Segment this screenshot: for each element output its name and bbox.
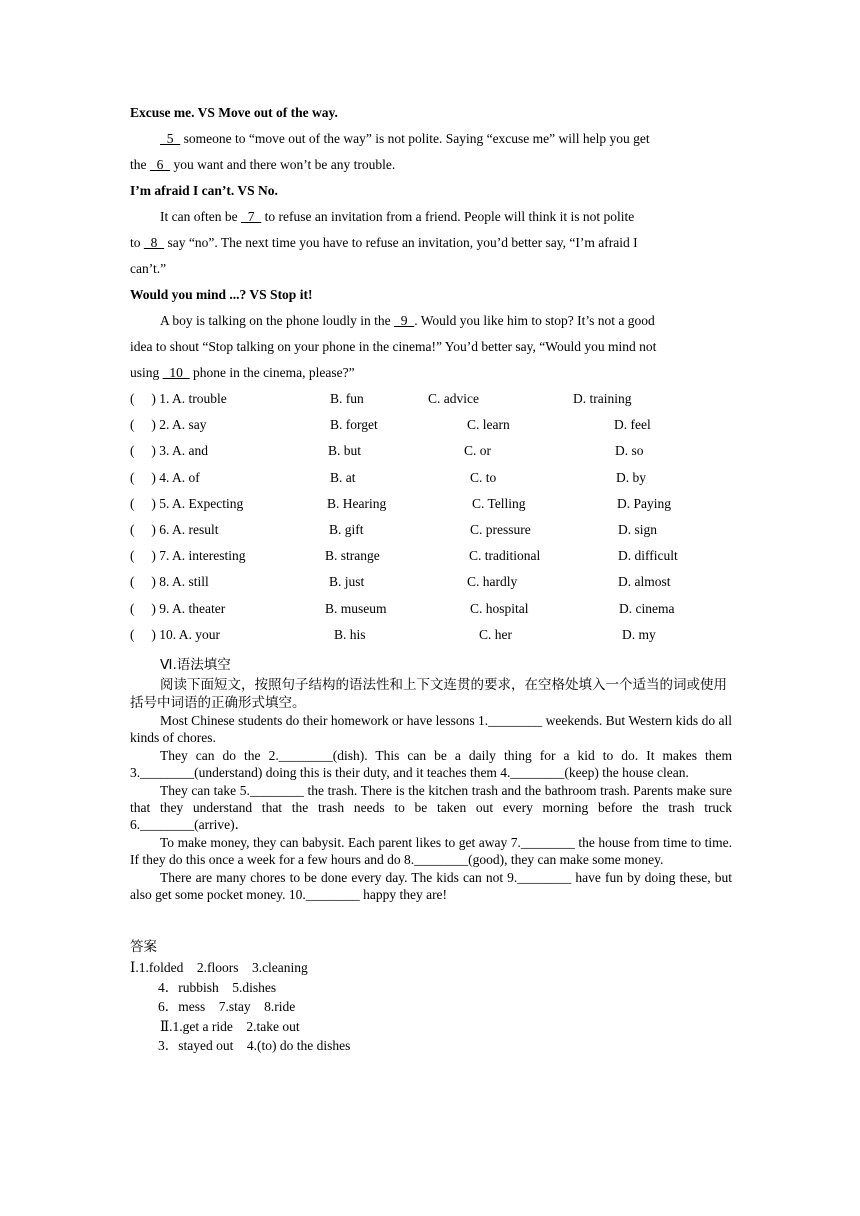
passage-line: idea to shout “Stop talking on your phone in the cinema!” You’d better say, “Would you mind not bbox=[130, 339, 657, 354]
option-row bbox=[130, 543, 732, 569]
passage-text: phone in the cinema, please?” bbox=[189, 365, 355, 380]
option-b: B. gift bbox=[329, 521, 364, 537]
option-d: D. sign bbox=[618, 521, 658, 537]
blank-9: 9 bbox=[393, 313, 415, 328]
grammar-section bbox=[130, 654, 732, 903]
option-a: ( ) 6. A. result bbox=[130, 521, 219, 537]
blank-6: 6 bbox=[149, 157, 171, 172]
option-b: B. museum bbox=[325, 600, 387, 616]
answer-line: 6．mess 7.stay 8.ride bbox=[158, 999, 296, 1015]
option-c: C. to bbox=[470, 469, 497, 485]
passage-text: someone to “move out of the way” is not polite. Saying “excuse me” will help you get bbox=[180, 131, 650, 146]
option-row bbox=[130, 412, 732, 438]
section-heading-excuse-me: Excuse me. VS Move out of the way. bbox=[130, 105, 338, 120]
passage-line bbox=[130, 152, 732, 178]
option-c: C. hardly bbox=[467, 574, 518, 590]
option-d: D. so bbox=[615, 443, 644, 459]
passage-line bbox=[130, 360, 732, 386]
answer-line: Ⅱ.1.get a ride 2.take out bbox=[160, 1018, 300, 1034]
option-b: B. just bbox=[329, 574, 365, 590]
option-d: D. by bbox=[616, 469, 646, 485]
grammar-paragraph: They can do the 2.________(dish). This can be a daily thing for a kid to do. It makes them 3.________(understand) doing this is their duty, and it teaches them 4.________(keep) the house clean. bbox=[130, 747, 732, 781]
grammar-instruction: 阅读下面短文，按照句子结构的语法性和上下文连贯的要求，在空格处填入一个适当的词或使用括号中词语的正确形式填空。 bbox=[130, 676, 727, 711]
answers-section bbox=[130, 937, 732, 1056]
option-b: B. strange bbox=[325, 548, 380, 564]
answers-title: 答案 bbox=[130, 939, 157, 956]
option-a: ( ) 8. A. still bbox=[130, 574, 209, 590]
passage-text: A boy is talking on the phone loudly in the bbox=[160, 313, 394, 328]
option-b: B. forget bbox=[330, 417, 378, 433]
passage-text: to refuse an invitation from a friend. People will think it is not polite bbox=[261, 209, 635, 224]
passage-text: . Would you like him to stop? It’s not a good bbox=[414, 313, 655, 328]
blank-8: 8 bbox=[143, 235, 165, 250]
option-a: ( ) 7. A. interesting bbox=[130, 548, 246, 564]
passage-line: can’t.” bbox=[130, 261, 167, 276]
option-b: B. fun bbox=[330, 391, 364, 406]
section-heading-afraid: I’m afraid I can’t. VS No. bbox=[130, 183, 278, 198]
option-d: D. Paying bbox=[617, 495, 671, 511]
grammar-paragraph: They can take 5.________ the trash. There is the kitchen trash and the bathroom trash. Parents make sure that they understand that the trash needs to be taken out every morning before the trash truck 6.________(arrive)． bbox=[130, 782, 732, 833]
option-d: D. difficult bbox=[618, 548, 678, 564]
passage-text: you want and there won’t be any trouble. bbox=[170, 157, 396, 172]
option-c: C. learn bbox=[467, 417, 510, 433]
answer-line: Ⅰ.1.folded 2.floors 3.cleaning bbox=[130, 960, 308, 976]
passage-text: say “no”. The next time you have to refuse an invitation, you’d better say, “I’m afraid I bbox=[164, 235, 638, 250]
option-d: D. training bbox=[573, 391, 632, 406]
option-c: C. Telling bbox=[472, 495, 526, 511]
option-a: ( ) 5. A. Expecting bbox=[130, 495, 244, 511]
options-list bbox=[130, 386, 732, 648]
option-row bbox=[130, 569, 732, 595]
section-heading-would-you-mind: Would you mind ...? VS Stop it! bbox=[130, 287, 313, 302]
passage-line bbox=[130, 308, 732, 334]
option-row bbox=[130, 438, 732, 464]
option-row bbox=[130, 596, 732, 622]
passage-line bbox=[130, 126, 732, 152]
option-a: ( ) 1. A. trouble bbox=[130, 391, 227, 406]
option-d: D. feel bbox=[614, 417, 651, 433]
answer-line: 4．rubbish 5.dishes bbox=[158, 979, 277, 995]
option-row bbox=[130, 465, 732, 491]
option-row bbox=[130, 622, 732, 648]
option-b: B. his bbox=[334, 626, 366, 642]
option-d: D. almost bbox=[618, 574, 671, 590]
option-a: ( ) 3. A. and bbox=[130, 443, 208, 459]
passage-text: the bbox=[130, 157, 150, 172]
blank-10: 10 bbox=[162, 365, 190, 380]
passage-line bbox=[130, 204, 732, 230]
option-a: ( ) 4. A. of bbox=[130, 469, 200, 485]
option-c: C. or bbox=[464, 443, 491, 459]
grammar-paragraph: To make money, they can babysit. Each parent likes to get away 7.________ the house from time to time. If they do this once a week for a few hours and do 8.________(good), they can make some money. bbox=[130, 834, 732, 868]
blank-7: 7 bbox=[240, 209, 262, 224]
option-b: B. but bbox=[328, 443, 362, 459]
option-b: B. Hearing bbox=[327, 495, 387, 511]
option-a: ( ) 2. A. say bbox=[130, 417, 207, 433]
blank-5: 5 bbox=[160, 131, 181, 146]
option-c: C. hospital bbox=[470, 600, 529, 616]
grammar-title: Ⅵ.语法填空 bbox=[160, 656, 231, 673]
option-c: C. traditional bbox=[469, 548, 541, 564]
option-row bbox=[130, 386, 732, 412]
option-a: ( ) 9. A. theater bbox=[130, 600, 226, 616]
option-c: C. advice bbox=[428, 391, 479, 406]
option-a: ( ) 10. A. your bbox=[130, 626, 220, 642]
option-row bbox=[130, 491, 732, 517]
passage-text: to bbox=[130, 235, 144, 250]
option-c: C. her bbox=[479, 626, 512, 642]
passage-text: It can often be bbox=[160, 209, 241, 224]
worksheet-page bbox=[130, 100, 732, 1056]
passage-line bbox=[130, 230, 732, 256]
grammar-paragraph: Most Chinese students do their homework or have lessons 1.________ weekends. But Western kids do all kinds of chores. bbox=[130, 712, 732, 746]
option-c: C. pressure bbox=[470, 521, 531, 537]
answer-line: 3．stayed out 4.(to) do the dishes bbox=[158, 1038, 351, 1054]
option-d: D. cinema bbox=[619, 600, 675, 616]
passage-text: using bbox=[130, 365, 163, 380]
option-d: D. my bbox=[622, 626, 656, 642]
grammar-paragraph: There are many chores to be done every day. The kids can not 9.________ have fun by doing these, but also get some pocket money. 10.________ happy they are! bbox=[130, 869, 732, 902]
option-row bbox=[130, 517, 732, 543]
option-b: B. at bbox=[330, 469, 356, 485]
